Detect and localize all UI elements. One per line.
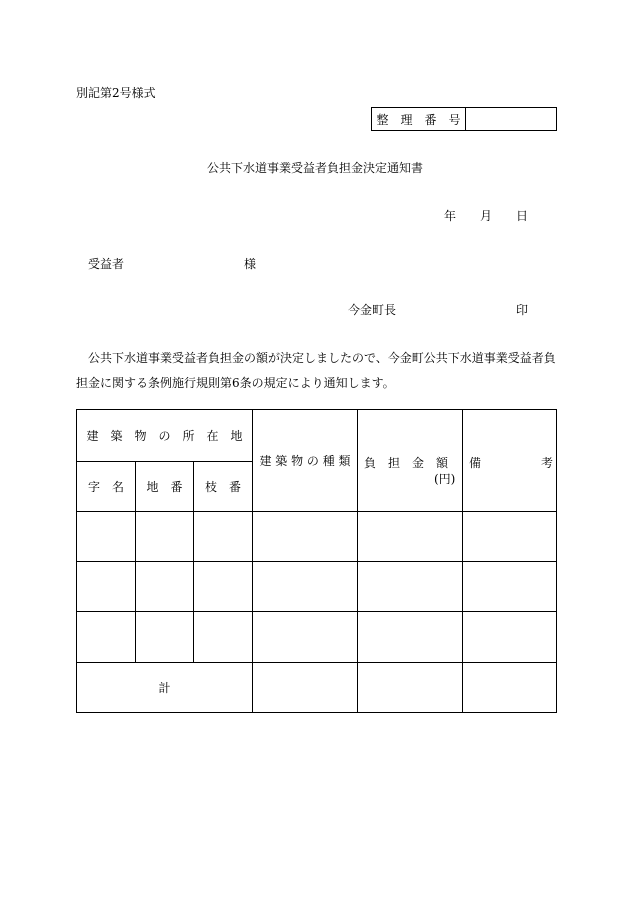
aza-header: 字 名 bbox=[87, 480, 124, 494]
remarks-header-left: 備 bbox=[469, 456, 482, 470]
amount-unit: (円) bbox=[434, 472, 456, 486]
amount-header-cell bbox=[358, 410, 462, 511]
date-year: 年 bbox=[444, 209, 457, 223]
charge-table bbox=[76, 409, 557, 713]
amount-header: 負 担 金 額 bbox=[364, 456, 449, 470]
date-month: 月 bbox=[480, 209, 493, 223]
body-text-line2: 担金に関する条例施行規則第6条の規定により通知します。 bbox=[76, 376, 395, 390]
ref-number-label: 整 理 番 号 bbox=[372, 108, 466, 130]
table-divider bbox=[77, 561, 556, 562]
building-type-header: 建 築 物 の 種 類 bbox=[259, 454, 351, 468]
total-label: 計 bbox=[158, 681, 171, 695]
branch-number-header: 枝 番 bbox=[204, 480, 241, 494]
ref-number-box bbox=[371, 107, 557, 131]
remarks-header-cell bbox=[463, 410, 556, 511]
ref-number-field[interactable] bbox=[466, 108, 556, 130]
body-text-line1: 公共下水道事業受益者負担金の額が決定しましたので、今金町公共下水道事業受益者負 bbox=[88, 351, 556, 365]
remarks-header-right: 考 bbox=[541, 456, 554, 470]
table-divider bbox=[77, 511, 556, 512]
location-header: 建 築 物 の 所 在 地 bbox=[86, 429, 243, 443]
document-title: 公共下水道事業受益者負担金決定通知書 bbox=[206, 161, 423, 175]
lot-number-header: 地 番 bbox=[146, 480, 183, 494]
table-divider bbox=[77, 611, 556, 612]
issuer-title: 今金町長 bbox=[348, 303, 397, 317]
form-label: 別記第2号様式 bbox=[76, 86, 156, 100]
seal-mark: 印 bbox=[516, 303, 529, 317]
date-day: 日 bbox=[516, 209, 529, 223]
recipient-honorific: 様 bbox=[244, 257, 257, 271]
recipient-label: 受益者 bbox=[88, 257, 125, 271]
